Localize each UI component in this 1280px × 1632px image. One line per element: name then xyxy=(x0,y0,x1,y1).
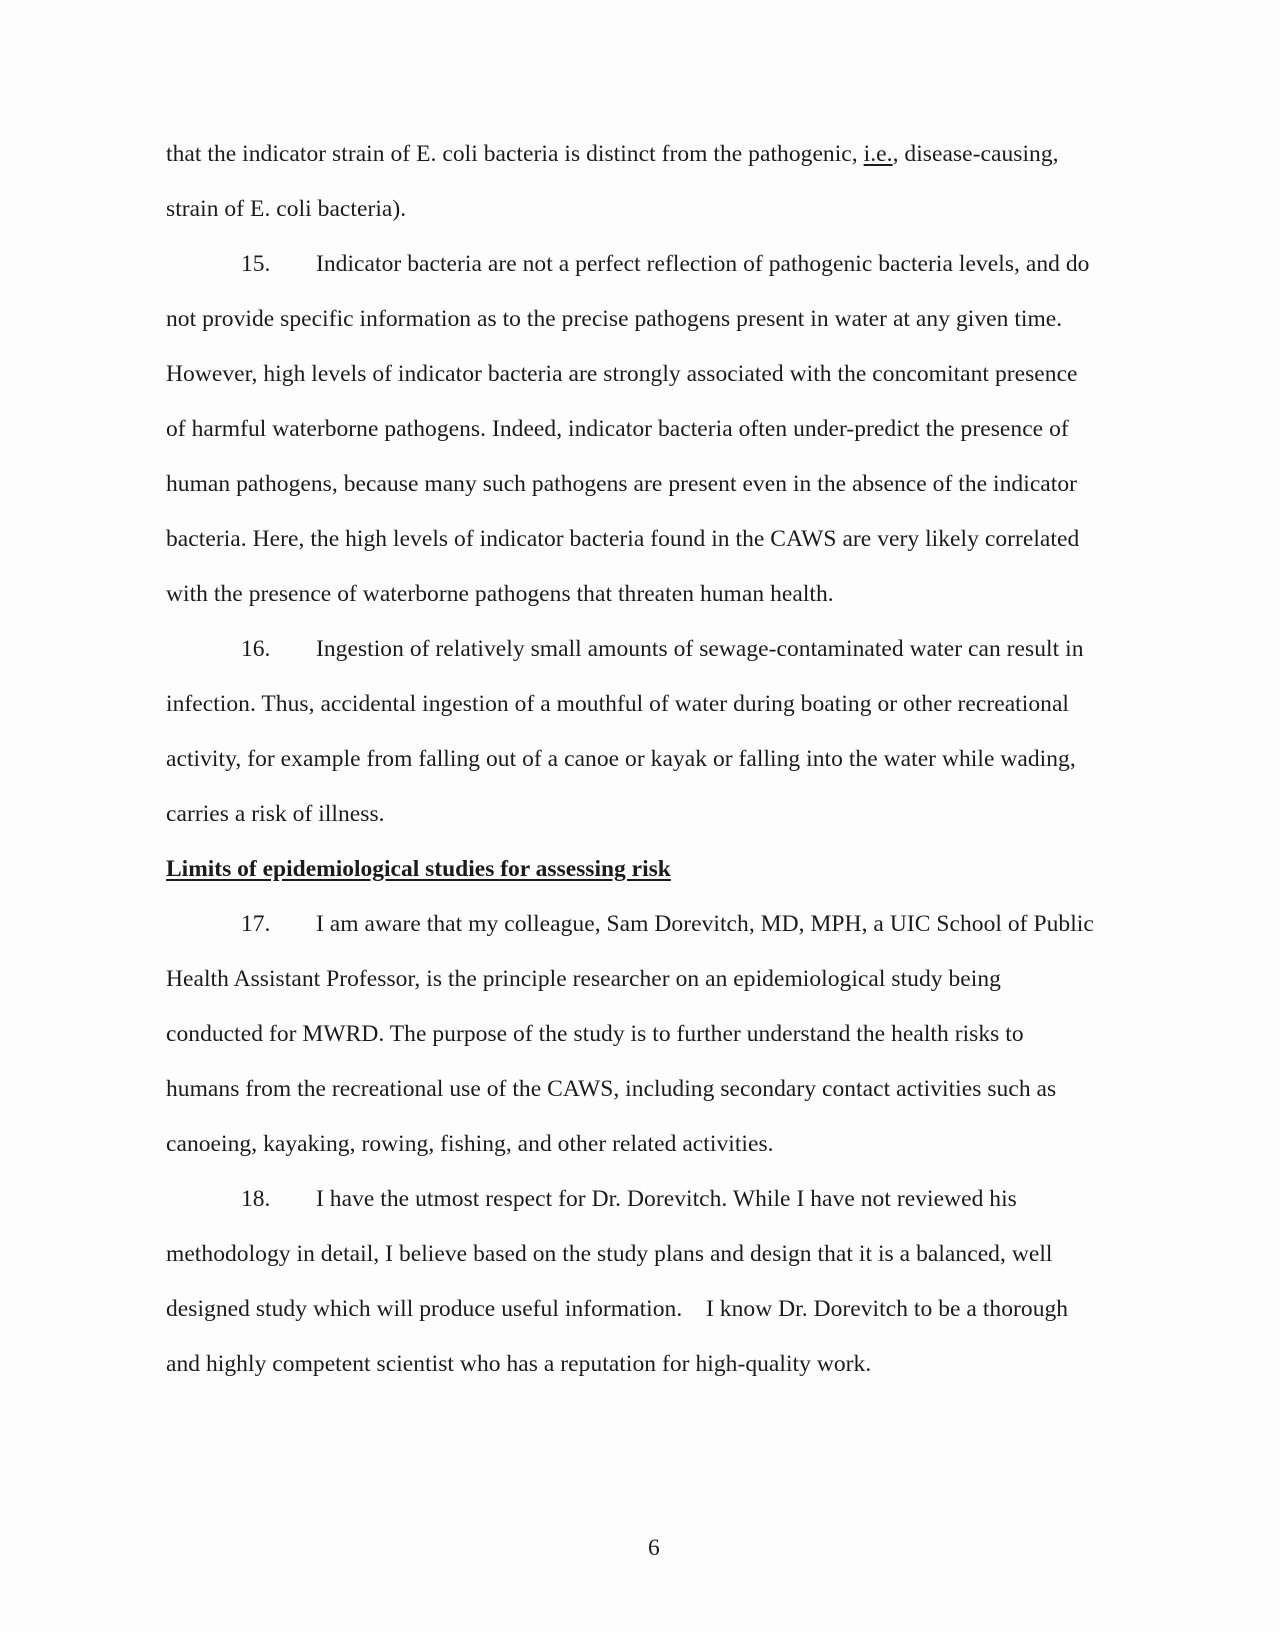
para-15-line: with the presence of waterborne pathogens that threaten human health. xyxy=(166,581,834,607)
para-15-line: Indicator bacteria are not a perfect reflection of pathogenic bacteria levels, and do xyxy=(316,251,1090,277)
para-16-line: infection. Thus, accidental ingestion of a mouthful of water during boating or other recreational xyxy=(166,691,1070,717)
para-16-line: Ingestion of relatively small amounts of sewage-contaminated water can result in xyxy=(316,636,1084,662)
para-14-text-end: , disease-causing, xyxy=(892,141,1059,167)
para-15-line: of harmful waterborne pathogens. Indeed, indicator bacteria often under-predict the presence of xyxy=(166,416,1069,442)
section-heading: Limits of epidemiological studies for assessing risk xyxy=(166,856,671,882)
para-15-line: However, high levels of indicator bacteria are strongly associated with the concomitant presence xyxy=(166,361,1078,387)
para-17-number: 17. xyxy=(241,911,271,937)
para-18-line: and highly competent scientist who has a reputation for high-quality work. xyxy=(166,1351,872,1377)
para-17-line: Health Assistant Professor, is the principle researcher on an epidemiological study being xyxy=(166,966,1001,992)
para-18-line: designed study which will produce useful information. I know Dr. Dorevitch to be a thorough xyxy=(166,1296,1069,1322)
para-16-line: carries a risk of illness. xyxy=(166,801,385,827)
para-15-line: bacteria. Here, the high levels of indicator bacteria found in the CAWS are very likely correlated xyxy=(166,526,1080,552)
para-17-line: humans from the recreational use of the CAWS, including secondary contact activities such as xyxy=(166,1076,1057,1102)
para-14-line-2: strain of E. coli bacteria). xyxy=(166,196,407,222)
para-14-line-1 xyxy=(166,140,1059,168)
para-16-line: activity, for example from falling out of a canoe or kayak or falling into the water while wading, xyxy=(166,746,1076,772)
para-14-text: that the indicator strain of E. coli bacteria is distinct from the pathogenic, xyxy=(166,141,864,167)
para-16-number: 16. xyxy=(241,636,271,662)
para-17-line: I am aware that my colleague, Sam Dorevitch, MD, MPH, a UIC School of Public xyxy=(316,911,1094,937)
para-15-line: human pathogens, because many such pathogens are present even in the absence of the indicator xyxy=(166,471,1078,497)
para-17-line: canoeing, kayaking, rowing, fishing, and other related activities. xyxy=(166,1131,774,1157)
para-17-line: conducted for MWRD. The purpose of the study is to further understand the health risks to xyxy=(166,1021,1024,1047)
para-18-line: methodology in detail, I believe based on the study plans and design that it is a balanced, well xyxy=(166,1241,1053,1267)
page-number: 6 xyxy=(648,1535,660,1561)
para-15-line: not provide specific information as to the precise pathogens present in water at any given time. xyxy=(166,306,1063,332)
para-18-number: 18. xyxy=(241,1186,271,1212)
para-15-number: 15. xyxy=(241,251,271,277)
para-18-line: I have the utmost respect for Dr. Dorevitch. While I have not reviewed his xyxy=(316,1186,1017,1212)
ie-abbreviation: i.e. xyxy=(863,141,893,167)
